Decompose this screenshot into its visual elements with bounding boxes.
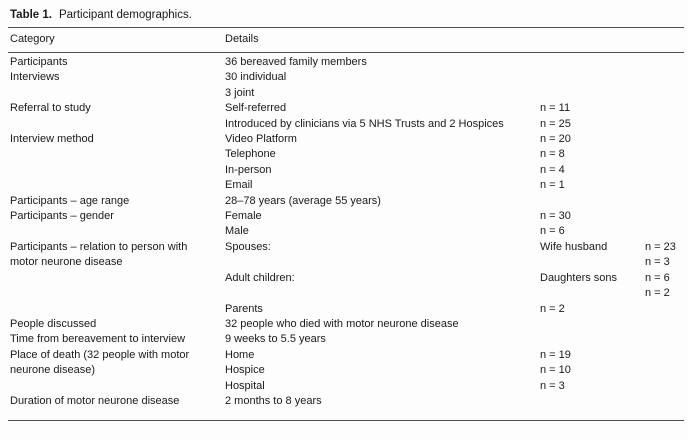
cell-details: Hospice <box>225 364 265 377</box>
cell-category: People discussed <box>10 317 97 330</box>
cell-details: 3 joint <box>225 86 255 99</box>
table-row <box>8 70 684 85</box>
cell-count: n = 6 <box>540 225 565 238</box>
cell-count <box>540 55 645 70</box>
cell-category <box>10 286 225 301</box>
column-header-count-spacer <box>540 33 645 46</box>
cell-details: In-person <box>225 163 272 176</box>
cell-count: Daughters sons <box>540 271 618 284</box>
cell-details: Email <box>225 179 253 192</box>
cell-category <box>10 147 225 162</box>
table-row <box>8 379 684 394</box>
cell-category: Participants – age range <box>10 194 130 207</box>
bottom-rule <box>8 420 684 421</box>
cell-details: 30 individual <box>225 71 287 84</box>
cell-category: Participants – gender <box>10 210 114 223</box>
table-row <box>8 132 684 147</box>
cell-subcount <box>645 178 684 193</box>
cell-category: Duration of motor neurone disease <box>10 394 180 407</box>
cell-category <box>10 86 225 101</box>
cell-count: n = 1 <box>540 179 565 192</box>
cell-details: Adult children: <box>225 271 295 284</box>
cell-count <box>540 317 645 332</box>
cell-count <box>540 394 645 409</box>
cell-count <box>540 332 645 347</box>
table-row <box>8 178 684 193</box>
cell-details: Hospital <box>225 379 265 392</box>
cell-category <box>10 178 225 193</box>
table-row <box>8 55 684 70</box>
cell-subcount <box>645 101 684 116</box>
cell-details: 28–78 years (average 55 years) <box>225 194 381 207</box>
cell-details: Parents <box>225 302 263 315</box>
cell-subcount: n = 3 <box>645 256 670 269</box>
cell-subcount: n = 2 <box>645 287 670 300</box>
table-caption-label: Table 1. <box>10 9 52 21</box>
cell-count <box>540 86 645 101</box>
cell-subcount <box>645 86 684 101</box>
table-row <box>8 332 684 347</box>
cell-details: Introduced by clinicians via 5 NHS Trusts and 2 Hospices <box>225 117 504 130</box>
table-row <box>8 194 684 209</box>
cell-category: Referral to study <box>10 102 91 115</box>
participant-demographics-table <box>8 8 684 421</box>
cell-count: n = 11 <box>540 102 571 115</box>
cell-details <box>225 255 540 270</box>
cell-subcount <box>645 379 684 394</box>
table-row <box>8 348 684 363</box>
cell-category <box>10 117 225 132</box>
cell-details: Female <box>225 210 262 223</box>
column-header-details: Details <box>225 33 259 45</box>
cell-count: n = 25 <box>540 117 571 130</box>
cell-details <box>225 286 540 301</box>
table-row <box>8 317 684 332</box>
cell-category <box>10 379 225 394</box>
cell-count: n = 20 <box>540 133 571 146</box>
cell-category: Participants <box>10 56 68 68</box>
cell-category: motor neurone disease <box>10 256 123 269</box>
cell-category: Interview method <box>10 133 94 146</box>
table-row <box>8 271 684 286</box>
cell-count: n = 30 <box>540 210 571 223</box>
cell-subcount <box>645 163 684 178</box>
cell-count <box>540 194 645 209</box>
cell-details: Home <box>225 348 255 361</box>
cell-category: Interviews <box>10 71 60 84</box>
table-row <box>8 101 684 116</box>
cell-details: 9 weeks to 5.5 years <box>225 333 326 346</box>
column-header-subcount-spacer <box>645 33 684 46</box>
cell-count <box>540 255 645 270</box>
cell-subcount <box>645 70 684 85</box>
cell-details: Male <box>225 225 249 238</box>
table-body <box>8 53 684 420</box>
cell-subcount <box>645 132 684 147</box>
cell-category: Participants – relation to person with <box>10 240 188 253</box>
cell-subcount <box>645 332 684 347</box>
cell-category <box>10 163 225 178</box>
cell-subcount: n = 6 <box>645 271 670 284</box>
cell-category <box>10 302 225 317</box>
cell-category: Time from bereavement to interview <box>10 333 186 346</box>
table-row <box>8 302 684 317</box>
cell-count: n = 10 <box>540 364 571 377</box>
table-row <box>8 117 684 132</box>
cell-count: n = 2 <box>540 302 565 315</box>
table-row <box>8 286 684 301</box>
cell-subcount <box>645 224 684 239</box>
cell-subcount <box>645 394 684 409</box>
cell-details: 32 people who died with motor neurone disease <box>225 317 459 330</box>
table-header-row <box>8 28 684 52</box>
cell-subcount <box>645 348 684 363</box>
cell-subcount <box>645 302 684 317</box>
column-header-category: Category <box>10 33 55 45</box>
cell-details: Telephone <box>225 148 276 161</box>
cell-subcount <box>645 194 684 209</box>
cell-details: Video Platform <box>225 133 297 146</box>
cell-subcount <box>645 209 684 224</box>
table-row <box>8 224 684 239</box>
cell-subcount <box>645 55 684 70</box>
cell-details: Spouses: <box>225 240 271 253</box>
cell-subcount <box>645 317 684 332</box>
table-caption <box>8 8 684 27</box>
cell-count: n = 4 <box>540 163 565 176</box>
cell-count <box>540 70 645 85</box>
table-row <box>8 147 684 162</box>
cell-subcount: n = 23 <box>645 240 676 253</box>
table-row <box>8 363 684 378</box>
cell-count: n = 8 <box>540 148 565 161</box>
cell-category <box>10 224 225 239</box>
table-row <box>8 255 684 270</box>
table-row <box>8 240 684 255</box>
cell-category <box>10 271 225 286</box>
table-row <box>8 394 684 409</box>
cell-count: Wife husband <box>540 240 608 253</box>
cell-subcount <box>645 363 684 378</box>
cell-count: n = 3 <box>540 379 565 392</box>
table-row <box>8 163 684 178</box>
cell-subcount <box>645 147 684 162</box>
cell-details: Self-referred <box>225 102 287 115</box>
table-row <box>8 86 684 101</box>
cell-category: neurone disease) <box>10 364 96 377</box>
cell-details: 36 bereaved family members <box>225 56 367 68</box>
cell-count: n = 19 <box>540 348 571 361</box>
cell-subcount <box>645 117 684 132</box>
cell-count <box>540 286 645 301</box>
cell-details: 2 months to 8 years <box>225 394 322 407</box>
cell-category: Place of death (32 people with motor <box>10 348 190 361</box>
table-caption-title: Participant demographics. <box>58 9 192 21</box>
table-row <box>8 209 684 224</box>
